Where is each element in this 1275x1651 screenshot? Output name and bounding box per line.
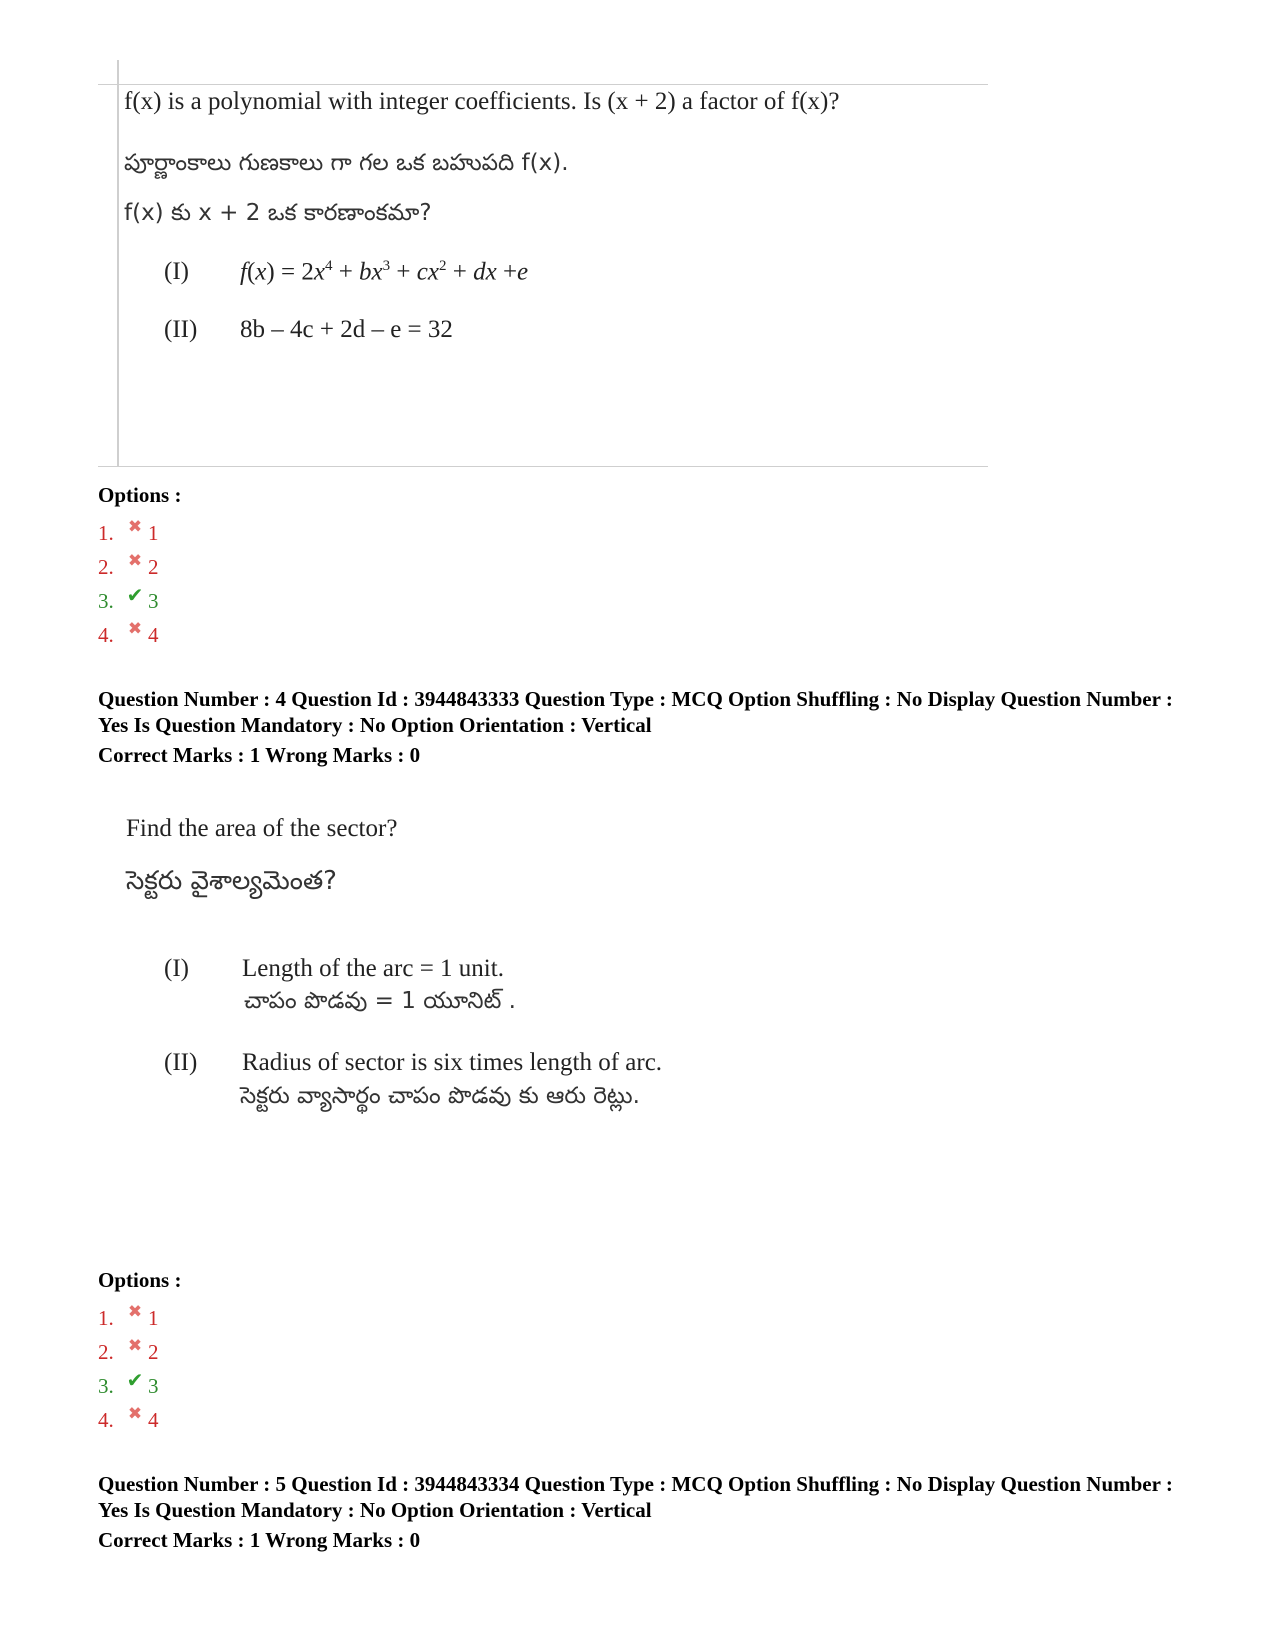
q3-statement-1-text: $f(x) = 2x^4 + bx^3 + cx^2$ + dx +e (240, 258, 529, 286)
option-value: 2 (148, 1339, 159, 1364)
q4-statement-2-telugu: సెక్టరు వ్యాసార్థం చాపం పొడవు కు ఆరు రెట్లు. (240, 1083, 640, 1109)
panel-left-border (117, 60, 119, 467)
q3-statement-1-label: (I) (164, 258, 189, 285)
option-value: 3 (148, 1373, 159, 1398)
cross-icon: ✖ (127, 517, 143, 537)
option-number: 2. (98, 554, 114, 579)
q4-statement-1-label: (I) (164, 955, 189, 982)
q3-question-panel (98, 84, 988, 467)
option-number: 2. (98, 1339, 114, 1364)
cross-icon: ✖ (127, 551, 143, 571)
q3-english-question: f(x) is a polynomial with integer coefficients. Is (x + 2) a factor of f(x)? (124, 88, 840, 115)
cross-icon: ✖ (127, 1302, 143, 1322)
q4-meta-line-1: Question Number : 4 Question Id : 3944843333 Question Type : MCQ Option Shuffling : No Display Question Number : Yes Is Question Mandatory : No Option Orientation : Vertical (98, 687, 1173, 737)
q3-options-heading: Options : (98, 483, 182, 507)
option-number: 3. (98, 1373, 114, 1398)
q4-meta-line-2: Correct Marks : 1 Wrong Marks : 0 (98, 743, 421, 767)
panel-bottom-border (98, 466, 988, 467)
q4-statement-2-label: (II) (164, 1049, 198, 1076)
cross-icon: ✖ (127, 1336, 143, 1356)
option-value: 3 (148, 588, 159, 613)
q3-options-list (98, 516, 159, 652)
q3-option-1 (98, 516, 159, 550)
option-number: 4. (98, 622, 114, 647)
option-value: 4 (148, 1407, 159, 1432)
option-number: 4. (98, 1407, 114, 1432)
q4-option-4 (98, 1403, 159, 1437)
q4-english-question: Find the area of the sector? (126, 815, 398, 842)
q3-statement-2-label: (II) (164, 316, 198, 343)
q4-options-heading: Options : (98, 1268, 182, 1292)
q3-telugu-line-1: పూర్ణాంకాలు గుణకాలు గా గల ఒక బహుపది f(x). (124, 150, 569, 176)
option-value: 2 (148, 554, 159, 579)
q3-option-4 (98, 618, 159, 652)
q3-option-2 (98, 550, 159, 584)
option-number: 1. (98, 520, 114, 545)
q4-option-2 (98, 1335, 159, 1369)
option-number: 1. (98, 1305, 114, 1330)
option-number: 3. (98, 588, 114, 613)
q3-statement-2-text: 8b – 4c + 2d – e = 32 (240, 316, 453, 343)
q4-statement-2-english: Radius of sector is six times length of arc. (242, 1049, 663, 1076)
q4-telugu-question: సెక్టరు వైశాల్యమెంత? (126, 866, 337, 896)
check-icon: ✔ (126, 1368, 144, 1392)
q5-meta-line-2: Correct Marks : 1 Wrong Marks : 0 (98, 1528, 421, 1552)
q4-option-3 (98, 1369, 159, 1403)
q4-options-list (98, 1301, 159, 1437)
q4-statement-1-english: Length of the arc = 1 unit. (242, 955, 504, 982)
option-value: 1 (148, 520, 159, 545)
check-icon: ✔ (126, 583, 144, 607)
q4-statement-1-telugu: చాపం పొడవు = 1 యూనిట్ . (244, 988, 516, 1014)
option-value: 1 (148, 1305, 159, 1330)
q4-option-1 (98, 1301, 159, 1335)
q5-meta-line-1: Question Number : 5 Question Id : 3944843334 Question Type : MCQ Option Shuffling : No Display Question Number : Yes Is Question Mandatory : No Option Orientation : Vertical (98, 1472, 1173, 1522)
q3-telugu-line-2: f(x) కు x + 2 ఒక కారణాంకమా? (124, 200, 432, 226)
panel-top-border (98, 84, 988, 85)
option-value: 4 (148, 622, 159, 647)
cross-icon: ✖ (127, 619, 143, 639)
q3-option-3 (98, 584, 159, 618)
cross-icon: ✖ (127, 1404, 143, 1424)
